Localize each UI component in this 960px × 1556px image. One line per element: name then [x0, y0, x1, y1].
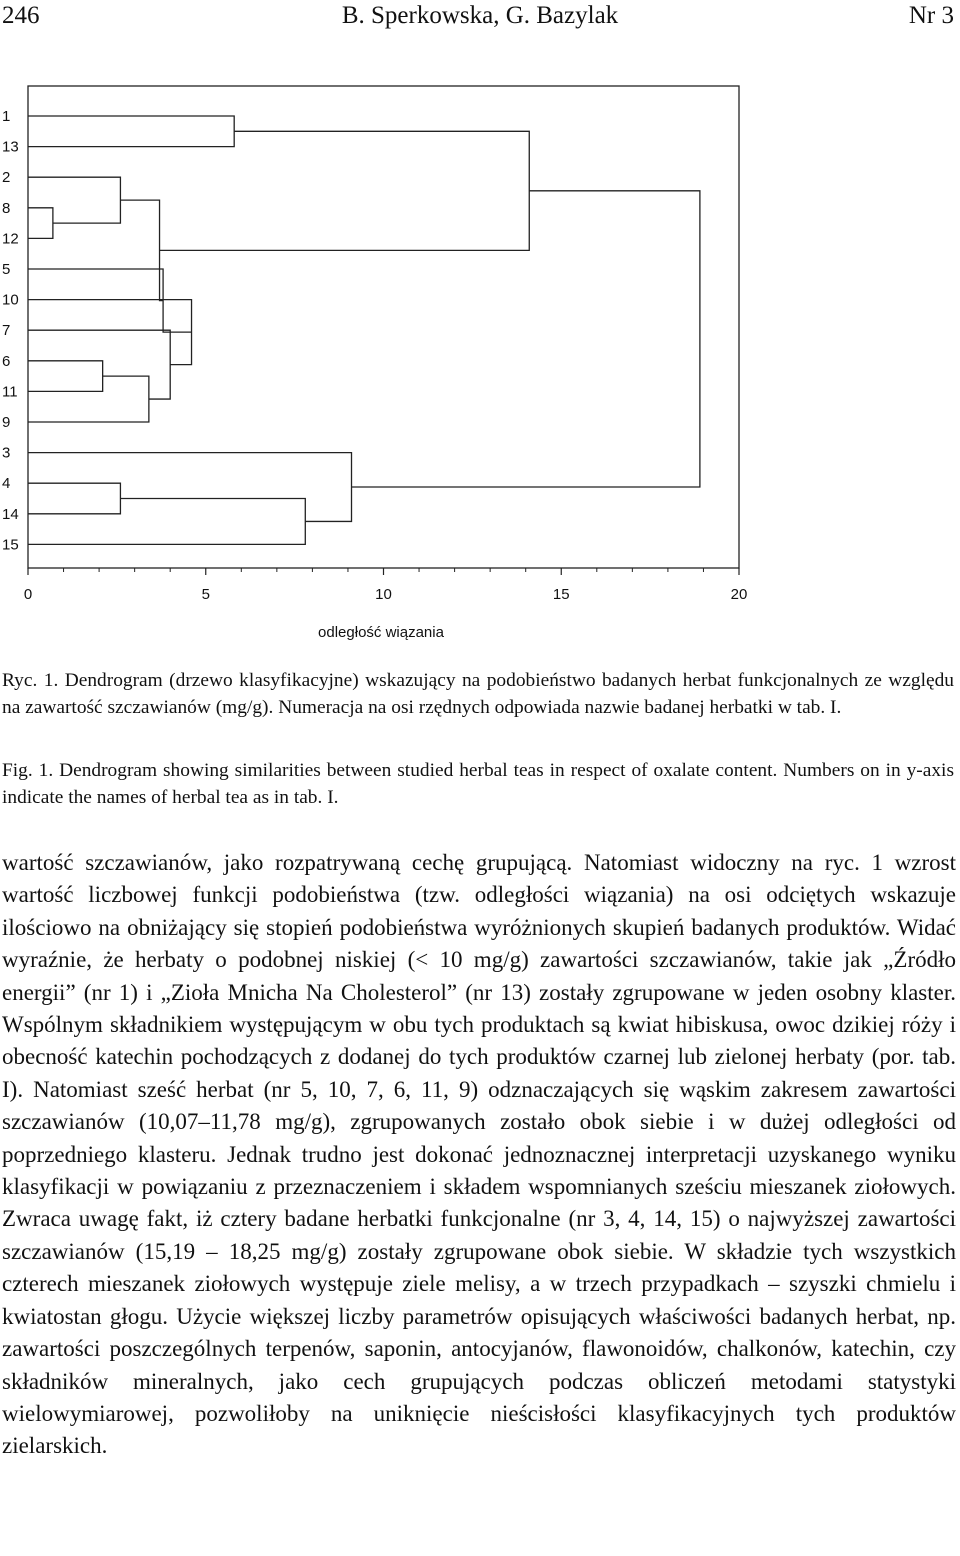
- y-label-13: 13: [2, 138, 19, 156]
- y-label-1: 1: [2, 108, 11, 125]
- y-label-10: 10: [2, 291, 19, 309]
- y-label-6: 6: [2, 352, 11, 370]
- dendrogram-link-1: [28, 208, 53, 239]
- running-authors: B. Sperkowska, G. Bazylak: [341, 2, 619, 29]
- figure-caption-english: Fig. 1. Dendrogram showing similarities between studied herbal teas in respect of oxalate content. Numbers on in y-axis indicate the names of herbal tea as in tab. I.: [2, 760, 954, 808]
- dendrogram-link-3: [28, 483, 120, 514]
- y-label-8: 8: [2, 199, 11, 217]
- dendrogram-link-5: [28, 177, 120, 223]
- y-label-2: 2: [2, 169, 11, 187]
- x-tick-label-20: 20: [730, 586, 748, 603]
- y-label-12: 12: [2, 230, 19, 248]
- page-number: 246: [2, 2, 40, 29]
- dendrogram-link-11: [28, 499, 305, 545]
- dendrogram-link-14: [352, 191, 700, 487]
- y-axis-labels: [2, 108, 19, 553]
- issue-number: Nr 3: [908, 2, 954, 29]
- x-tick-label-0: 0: [23, 586, 33, 603]
- x-axis-ticks: [24, 568, 748, 603]
- y-label-9: 9: [2, 414, 11, 431]
- y-label-5: 5: [2, 261, 11, 278]
- y-label-7: 7: [2, 322, 11, 340]
- page-header: [0, 0, 960, 36]
- dendrogram-link-13: [160, 131, 530, 250]
- y-label-14: 14: [2, 505, 19, 523]
- y-label-3: 3: [2, 444, 11, 462]
- dendrogram-link-4: [28, 376, 149, 422]
- dendrogram-links: [28, 116, 700, 544]
- plot-frame: [28, 86, 739, 568]
- x-tick-label-5: 5: [201, 586, 210, 603]
- x-axis-title: odległość wiązania: [318, 624, 444, 641]
- dendrogram-link-8: [28, 269, 192, 332]
- dendrogram-figure: [0, 60, 960, 660]
- x-tick-label-15: 15: [552, 586, 570, 603]
- x-tick-label-10: 10: [375, 586, 392, 603]
- figure-caption-polish: Ryc. 1. Dendrogram (drzewo klasyfikacyjne) wskazujący na podobieństwo badanych herbat funkcjonalnych ze względu na zawartość szczawianów (mg/g). Numeracja na osi rzędnych odpowiada nazwie badanej herbatki w tab. I.: [2, 670, 954, 718]
- dendrogram-link-2: [28, 361, 103, 392]
- body-paragraph: wartość szczawianów, jako rozpatrywaną cechę grupującą. Natomiast widoczny na ryc. 1 wzrost wartość liczbowej funkcji podobieństwa (tzw. odległości wiązania) na osi odciętych wskazuje ilościowo na obniżający się stopień podobieństwa wyróżnionych skupień badanych produktów. Widać wyraźnie, że herbaty o podobnej niskiej (< 10 mg/g) zawartości szczawianów, takie jak „Źródło energii” (nr 1) i „Zioła Mnicha Na Cholesterol” (nr 13) zostały zgrupowane w jeden osobny klaster. Wspólnym składnikiem występującym w obu tych produktach są kwiat hibiskusa, owoc dzikiej róży i obecność katechin pochodzących z dodanej do tych produktów czarnej lub zielonej herbaty (por. tab. I). Natomiast sześć herbat (nr 5, 10, 7, 6, 11, 9) odznaczających się wąskim zakresem zawartości szczawianów (10,07–11,78 mg/g), zgrupowanych zostało obok siebie i w dużej odległości od poprzedniego klasteru. Jednak trudno jest dokonać jednoznacznej interpretacji uzyskanego wyniku klasyfikacji w powiązaniu z przeznaczeniem i składem wspomnianych sześciu mieszanek ziołowych. Zwraca uwagę fakt, iż cztery badane herbatki funkcjonalne (nr 3, 4, 14, 15) o najwyższej zawartości szczawianów (15,19 – 18,25 mg/g) zostały zgrupowane obok siebie. W składzie tych wszystkich czterech mieszanek ziołowych występuje ziele melisy, a w trzech przypadkach – szyszki chmielu i kwiatostan głogu. Użycie większej liczby parametrów opisujących właściwości badanych herbat, np. zawartości poszczególnych terpenów, saponin, antocyjanów, flawonoidów, chalkonów, katechin, czy składników mineralnych, jako cech grupujących podczas obliczeń metodami statystyki wielowymiarowej, pozwoliłoby na uniknięcie nieścisłości klasyfikacyjnych tych produktów zielarskich.: [2, 850, 956, 1459]
- y-label-11: 11: [2, 383, 18, 401]
- y-label-4: 4: [2, 475, 11, 493]
- dendrogram-link-9: [120, 200, 163, 300]
- dendrogram-link-12: [28, 453, 352, 522]
- dendrogram-link-10: [28, 116, 234, 147]
- y-label-15: 15: [2, 536, 19, 554]
